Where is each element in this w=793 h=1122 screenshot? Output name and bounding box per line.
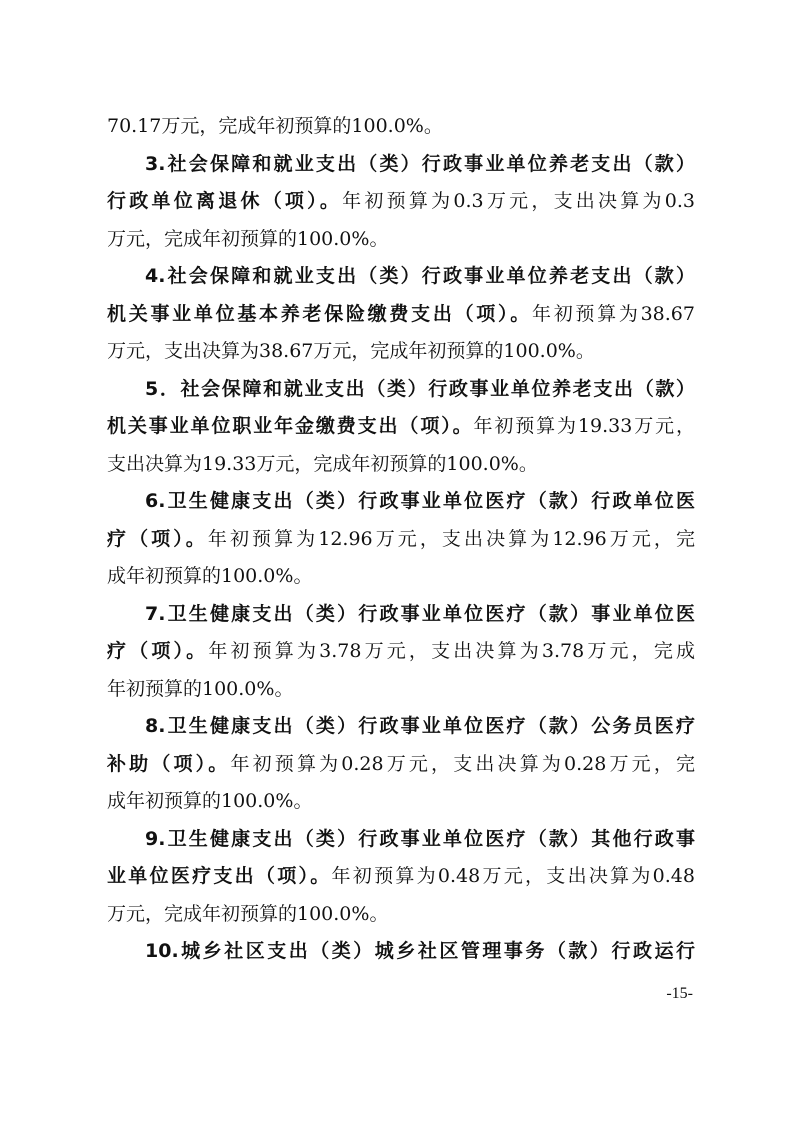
- bold-heading: 4.社会保障和就业支出（类）行政事业单位养老支出（款）: [145, 265, 695, 287]
- heading-line-item-4: [107, 258, 695, 296]
- text-line: [107, 746, 695, 784]
- body-text: 70.17万元，完成年初预算的100.0%。: [107, 115, 443, 137]
- heading-line-item-10: [107, 933, 695, 971]
- text-line: [107, 521, 695, 559]
- heading-line-item-9: [107, 821, 695, 859]
- text-line: [107, 633, 695, 671]
- bold-heading: 机关事业单位职业年金缴费支出（项）。: [107, 415, 474, 437]
- body-text: 年初预算的100.0%。: [107, 677, 294, 700]
- body-text: 万元，完成年初预算的100.0%。: [107, 227, 389, 250]
- bold-heading: 8.卫生健康支出（类）行政事业单位医疗（款）公务员医疗: [145, 715, 695, 737]
- heading-line-item-8: [107, 708, 695, 746]
- heading-line-item-3: [107, 146, 695, 184]
- body-text: 支出决算为19.33万元，完成年初预算的100.0%。: [107, 452, 538, 475]
- body-text: 年初预算为38.67: [531, 302, 695, 325]
- bold-heading: 10.城乡社区支出（类）城乡社区管理事务（款）行政运行: [145, 940, 695, 962]
- bold-heading: 6.卫生健康支出（类）行政事业单位医疗（款）行政单位医: [145, 490, 695, 512]
- bold-heading: 7.卫生健康支出（类）行政事业单位医疗（款）事业单位医: [145, 602, 695, 625]
- body-text: 万元，支出决算为38.67万元，完成年初预算的100.0%。: [107, 340, 595, 362]
- body-text: 年初预算为3.78万元，支出决算为3.78万元，完成: [208, 640, 695, 662]
- page-number: -15-: [666, 985, 693, 1002]
- text-line: [107, 783, 695, 821]
- heading-line-item-6: [107, 483, 695, 521]
- text-line: [107, 671, 695, 709]
- bold-heading: 补助（项）。: [107, 752, 231, 775]
- body-text: 成年初预算的100.0%。: [107, 565, 313, 587]
- body-text: 年初预算为19.33万元，: [473, 415, 695, 437]
- body-text: 年初预算为0.3万元，支出决算为0.3: [342, 190, 695, 212]
- body-text: 万元，完成年初预算的100.0%。: [107, 902, 389, 925]
- bold-heading: 9.卫生健康支出（类）行政事业单位医疗（款）其他行政事: [145, 827, 695, 850]
- bold-heading: 3.社会保障和就业支出（类）行政事业单位养老支出（款）: [145, 152, 695, 175]
- bold-heading: 疗（项）。: [107, 640, 209, 662]
- heading-line-item-7: [107, 596, 695, 634]
- text-line: [107, 333, 695, 371]
- text-line: [107, 296, 695, 334]
- text-line: [107, 858, 695, 896]
- bold-heading: 5．社会保障和就业支出（类）行政事业单位养老支出（款）: [145, 377, 695, 400]
- text-line: [107, 896, 695, 934]
- text-line: [107, 408, 695, 446]
- body-text: 成年初预算的100.0%。: [107, 790, 313, 812]
- text-line: [107, 183, 695, 221]
- heading-line-item-5: [107, 371, 695, 409]
- bold-heading: 机关事业单位基本养老保险缴费支出（项）。: [107, 302, 532, 325]
- text-line: [107, 558, 695, 596]
- body-text: 年初预算为0.28万元，支出决算为0.28万元，完: [230, 752, 695, 775]
- text-line: [107, 108, 695, 146]
- text-line: [107, 446, 695, 484]
- bold-heading: 疗（项）。: [107, 527, 208, 550]
- bold-heading: 业单位医疗支出（项）。: [107, 865, 332, 887]
- body-text: 年初预算为12.96万元，支出决算为12.96万元，完: [207, 527, 695, 550]
- body-text: 年初预算为0.48万元，支出决算为0.48: [331, 865, 695, 887]
- document-body: [107, 108, 695, 971]
- text-line: [107, 221, 695, 259]
- bold-heading: 行政单位离退休（项）。: [107, 190, 343, 212]
